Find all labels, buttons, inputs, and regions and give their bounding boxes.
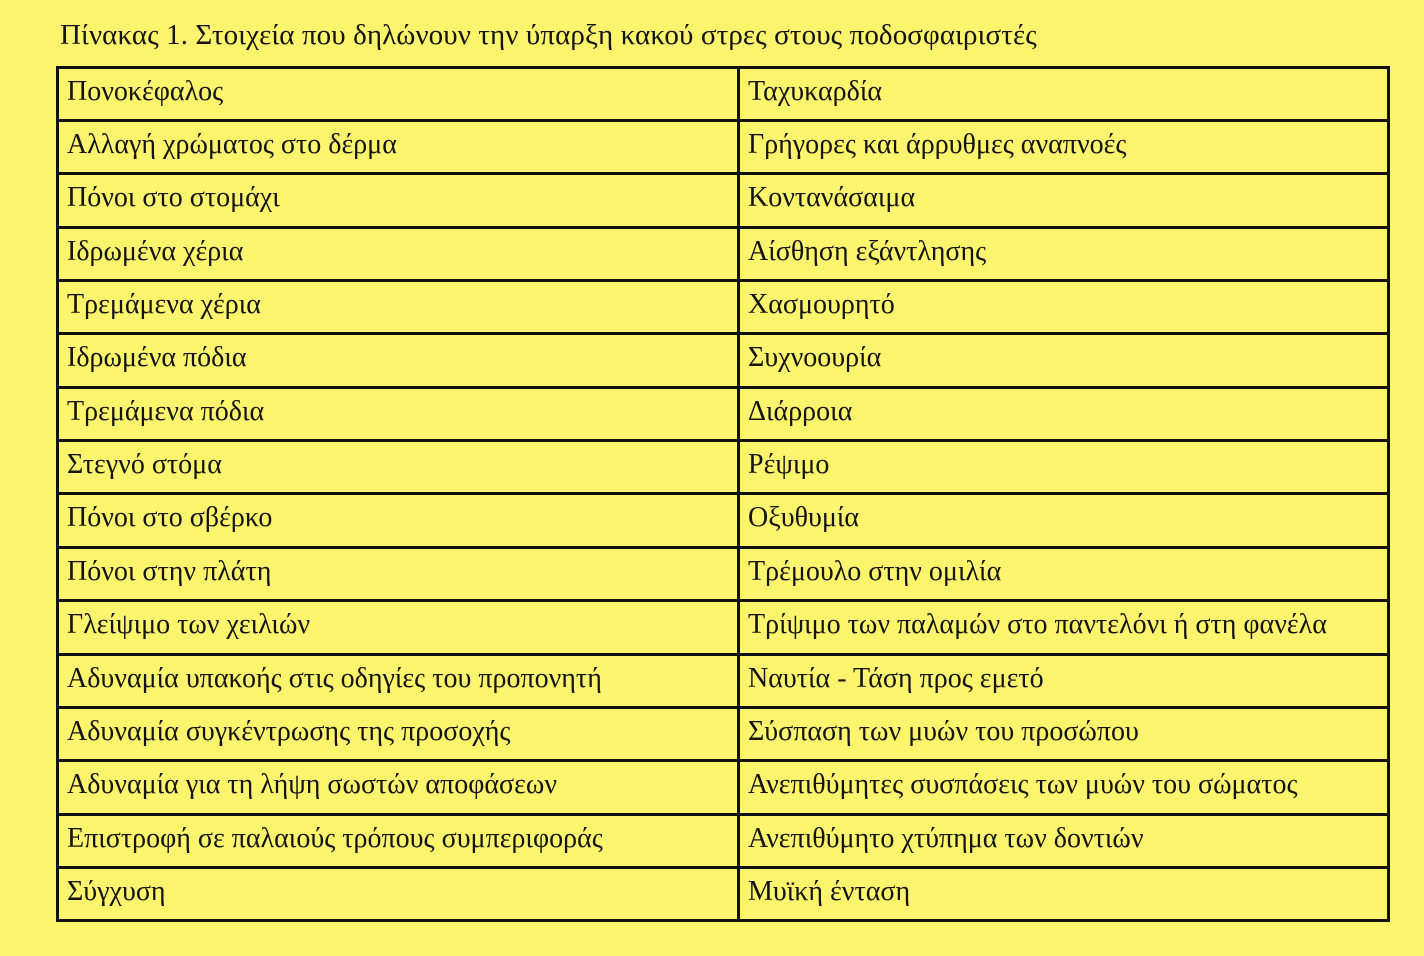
table-cell-right: Συχνοουρία [739, 334, 1388, 387]
table-row [59, 174, 1387, 227]
table-row [59, 707, 1387, 760]
table-cell-left: Αδυναμία υπακοής στις οδηγίες του προπονητή [59, 654, 739, 707]
table-cell-right: Διάρροια [739, 387, 1388, 440]
table-row [59, 547, 1387, 600]
table-cell-right: Τρίψιμο των παλαμών στο παντελόνι ή στη φανέλα [739, 601, 1388, 654]
table-cell-left: Στεγνό στόμα [59, 441, 739, 494]
table-caption: Πίνακας 1. Στοιχεία που δηλώνουν την ύπαρξη κακού στρες στους ποδοσφαιριστές [60, 19, 1037, 51]
table-cell-right: Ταχυκαρδία [739, 69, 1388, 120]
table-cell-right: Γρήγορες και άρρυθμες αναπνοές [739, 120, 1388, 173]
table-cell-left: Πόνοι στην πλάτη [59, 547, 739, 600]
table-row [59, 761, 1387, 814]
table-cell-right: Ανεπιθύμητο χτύπημα των δοντιών [739, 814, 1388, 867]
table-cell-right: Κοντανάσαιμα [739, 174, 1388, 227]
table-row [59, 120, 1387, 173]
table-cell-left: Τρεμάμενα χέρια [59, 280, 739, 333]
table-cell-right: Τρέμουλο στην ομιλία [739, 547, 1388, 600]
table-row [59, 441, 1387, 494]
table-cell-left: Επιστροφή σε παλαιούς τρόπους συμπεριφοράς [59, 814, 739, 867]
table-cell-left: Ιδρωμένα πόδια [59, 334, 739, 387]
table-row [59, 654, 1387, 707]
table-cell-left: Τρεμάμενα πόδια [59, 387, 739, 440]
table-row [59, 280, 1387, 333]
symptoms-table [56, 66, 1390, 922]
table-row [59, 387, 1387, 440]
table-cell-right: Μυϊκή ένταση [739, 867, 1388, 919]
table-cell-left: Πονοκέφαλος [59, 69, 739, 120]
table-row [59, 334, 1387, 387]
table-cell-right: Χασμουρητό [739, 280, 1388, 333]
symptoms-table-grid [59, 69, 1387, 919]
table-cell-right: Οξυθυμία [739, 494, 1388, 547]
table-row [59, 69, 1387, 120]
table-cell-right: Ανεπιθύμητες συσπάσεις των μυών του σώματος [739, 761, 1388, 814]
table-row [59, 494, 1387, 547]
table-cell-left: Ιδρωμένα χέρια [59, 227, 739, 280]
table-cell-left: Αδυναμία συγκέντρωσης της προσοχής [59, 707, 739, 760]
table-cell-left: Γλείψιμο των χειλιών [59, 601, 739, 654]
table-cell-left: Σύγχυση [59, 867, 739, 919]
table-cell-right: Αίσθηση εξάντλησης [739, 227, 1388, 280]
table-row [59, 814, 1387, 867]
table-cell-left: Πόνοι στο στομάχι [59, 174, 739, 227]
table-cell-left: Πόνοι στο σβέρκο [59, 494, 739, 547]
table-row [59, 227, 1387, 280]
table-cell-right: Ρέψιμο [739, 441, 1388, 494]
table-cell-right: Σύσπαση των μυών του προσώπου [739, 707, 1388, 760]
table-row [59, 867, 1387, 919]
table-cell-right: Ναυτία - Τάση προς εμετό [739, 654, 1388, 707]
table-cell-left: Αλλαγή χρώματος στο δέρμα [59, 120, 739, 173]
table-row [59, 601, 1387, 654]
table-cell-left: Αδυναμία για τη λήψη σωστών αποφάσεων [59, 761, 739, 814]
